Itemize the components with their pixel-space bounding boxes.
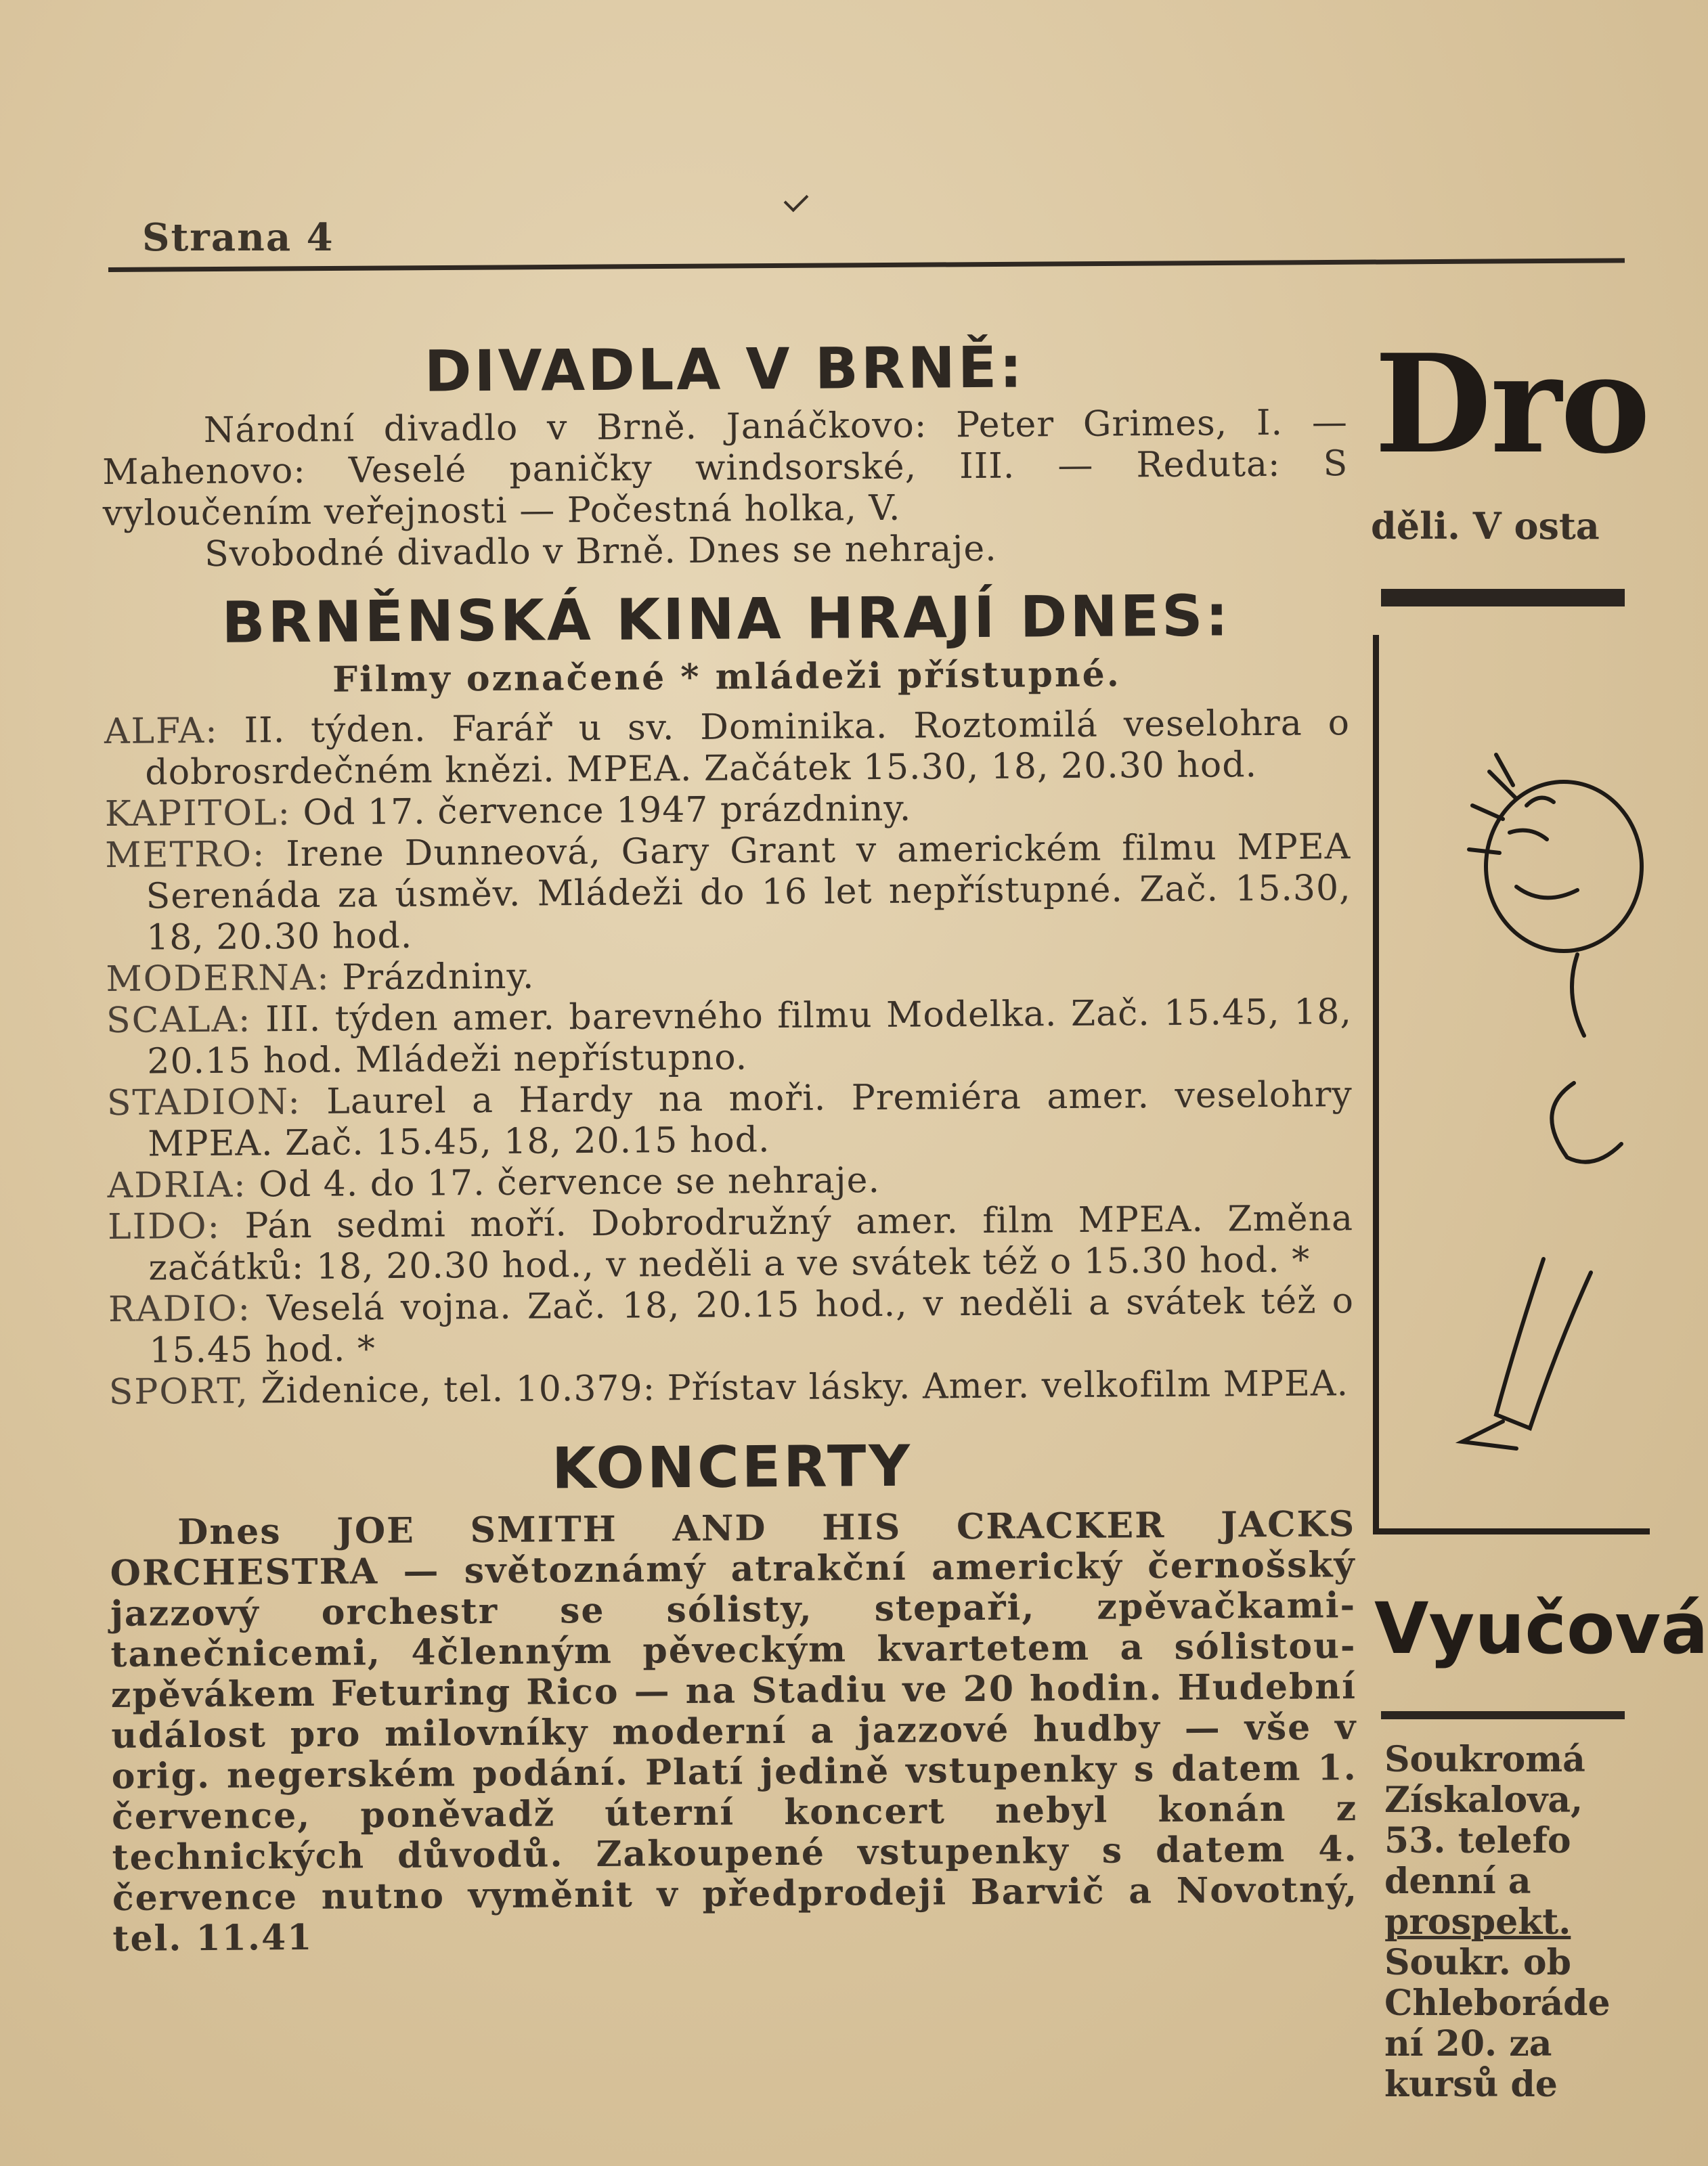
cinema-entry-metro — [105, 826, 1351, 959]
cinema-text: III. týden amer. barevného filmu Modelka. Zač. 15.45, 18, 20.15 hod. Mládeži nepřístupno. — [147, 992, 1353, 1082]
cartoon-figure-illustration — [1408, 731, 1625, 1476]
cinema-entry-lido — [108, 1198, 1354, 1289]
cinema-text: II. týden. Farář u sv. Dominika. Roztomilá veselohra o dobrosrdečném knězi. MPEA. Začátek 15.30, 18, 20.30 hod. — [145, 703, 1351, 793]
cinema-text: Od 17. července 1947 prázdniny. — [303, 788, 912, 833]
right-column-rule-2 — [1381, 1711, 1625, 1719]
cinema-name: SCALA: — [106, 999, 252, 1041]
right-column-rule — [1381, 589, 1625, 606]
cinema-name: KAPITOL: — [104, 793, 292, 835]
cinema-name: LIDO: — [107, 1206, 221, 1247]
right-line: kursů de — [1384, 2064, 1558, 2105]
right-line: 53. telefo — [1384, 1820, 1571, 1861]
cinema-text: Od 4. do 17. července se nehraje. — [259, 1160, 881, 1206]
cinema-text: Pán sedmi moří. Dobrodružný amer. film MPEA. Změna začátků: 18, 20.30 hod., v neděli a ve svátek též o 15.30 hod. * — [148, 1198, 1354, 1289]
cinema-name: METRO: — [105, 834, 266, 876]
cinemas-note: Filmy označené * mládeži přístupné. — [332, 653, 1122, 701]
cinema-entry-alfa — [104, 703, 1351, 794]
cinema-entry-radio — [108, 1281, 1355, 1372]
cinema-text: Židenice, tel. 10.379: Přístav lásky. Amer. velkofilm MPEA. — [261, 1363, 1349, 1412]
right-line: Soukr. ob — [1384, 1942, 1571, 1983]
cinema-entry-stadion — [107, 1074, 1353, 1166]
right-line: Soukromá — [1384, 1739, 1585, 1780]
cinema-text: Veselá vojna. Zač. 18, 20.15 hod., v neděli a svátek též o 15.45 hod. * — [149, 1281, 1355, 1371]
right-line: Získalova, — [1384, 1780, 1583, 1821]
cinema-entry-sport — [109, 1363, 1355, 1413]
cinema-name: SPORT, — [108, 1371, 250, 1413]
right-line: ní 20. za — [1384, 2023, 1552, 2064]
right-line: prospekt. — [1384, 1901, 1571, 1943]
left-column — [102, 336, 1359, 1960]
cinema-entry-scala — [106, 992, 1353, 1083]
cinema-name: ADRIA: — [107, 1164, 247, 1206]
cinema-name: STADION: — [106, 1081, 302, 1124]
cinema-name: MODERNA: — [106, 957, 330, 1000]
right-column-text — [1384, 1740, 1628, 2105]
top-rule — [108, 258, 1625, 272]
concerts-heading: KONCERTY — [551, 1432, 913, 1502]
cinema-name: RADIO: — [108, 1288, 252, 1330]
pencil-check-mark — [784, 187, 809, 213]
cinema-text: Prázdniny. — [342, 956, 535, 998]
page-number-label: Strana 4 — [142, 215, 334, 260]
right-column-heading-2: Vyučová — [1374, 1587, 1708, 1670]
theatres-paragraph-1: Národní divadlo v Brně. Janáčkovo: Peter Grimes, I. — Mahenovo: Veselé paničky windsorské, III. — Reduta: S vyloučením veřejnosti — Počestná holka, V. — [102, 402, 1349, 534]
right-line: Chleboráde — [1384, 1983, 1611, 2024]
right-column-heading: Dro — [1374, 325, 1650, 484]
theatres-paragraph-2: Svobodné divadlo v Brně. Dnes se nehraje. — [204, 528, 997, 575]
right-column-subline: děli. V osta — [1371, 504, 1600, 548]
cinema-text: Laurel a Hardy na moři. Premiéra amer. veselohry MPEA. Zač. 15.45, 18, 20.15 hod. — [148, 1074, 1353, 1165]
cinemas-heading: BRNĚNSKÁ KINA HRAJÍ DNES: — [221, 582, 1231, 656]
cinema-text: Irene Dunneová, Gary Grant v americkém filmu MPEA Serenáda za úsměv. Mládeži do 16 let nepřístupné. Zač. 15.30, 18, 20.30 hod. — [146, 826, 1351, 958]
theatres-heading: DIVADLA V BRNĚ: — [424, 334, 1026, 405]
right-line: denní a — [1384, 1861, 1531, 1902]
concerts-paragraph: Dnes JOE SMITH AND HIS CRACKER JACKS ORCHESTRA — světoznámý atrakční americký černošský jazzový orchestr se sólisty, stepaři, zpěvačkami-tanečnicemi, 4členným pěveckým kvartetem a sólistou-zpěvákem Feturing Rico — na Stadiu ve 20 hodin. Hudební událost pro milovníky moderní a jazzové hudby — vše v orig. negerském podání. Platí jedině vstupenky s datem 1. července, poněvadž úterní koncert nebyl konán z technických důvodů. Zakoupené vstupenky s datem 4. července nutno vyměnit v předprodeji Barvič a Novotný, tel. 11.41 — [110, 1503, 1359, 1960]
cinema-name: ALFA: — [104, 710, 219, 752]
